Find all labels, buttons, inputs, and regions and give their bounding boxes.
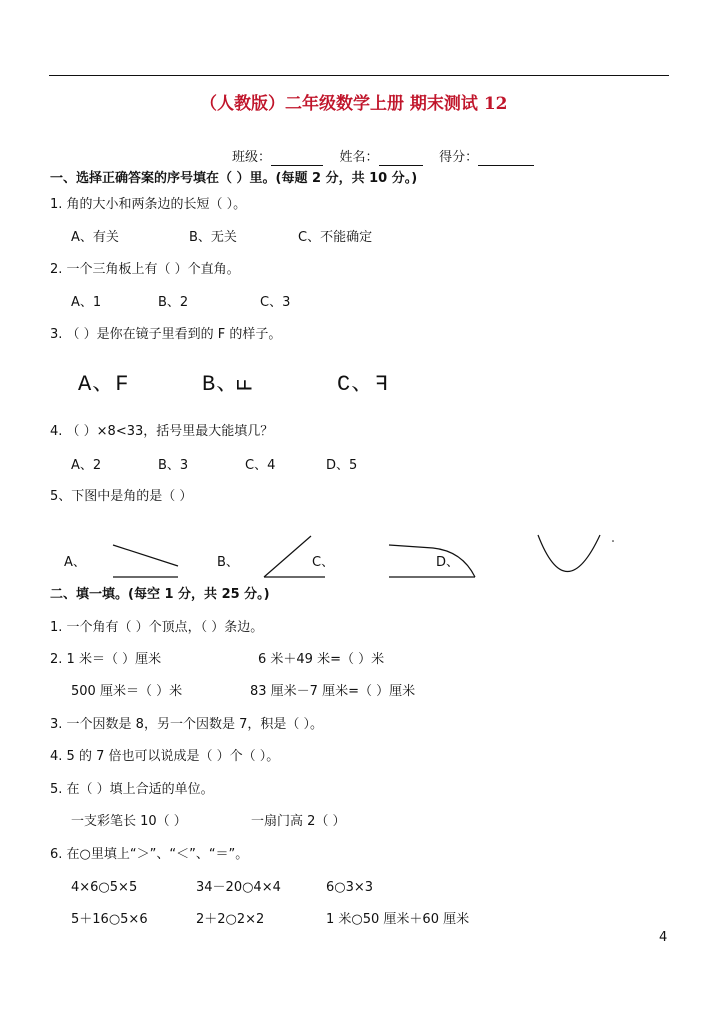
s2-question-1: 1. 一个角有（ ）个顶点，（ ）条边。 [50,620,264,635]
name-label: 姓名： [339,150,379,165]
s2-q6-item-2: 34－20○4×4 [196,880,281,895]
s2-question-2a: 2. 1 米＝（ ）厘米 [50,652,162,667]
figure-a-line-1 [113,545,178,566]
s2-question-5: 5. 在（ ）填上合适的单位。 [50,782,214,797]
name-blank[interactable] [379,151,423,166]
s2-q6-item-6: 1 米○50 厘米＋60 厘米 [326,912,470,927]
s1-q3-option-b-glyph: F [233,377,259,392]
figure-d-dot [612,540,614,542]
s1-q3-option-b-prefix: B、 [202,372,240,397]
figure-c [389,545,475,577]
s1-q2-option-c: C、3 [260,295,291,310]
figure-d [538,535,614,572]
s2-question-4: 4. 5 的 7 倍也可以说成是（ ）个（ ）。 [50,749,280,764]
s2-question-5a: 一支彩笔长 10（ ） [71,814,187,829]
s1-question-5: 5、下图中是角的是（ ） [50,489,193,504]
s1-q5-label-c: C、 [312,555,335,570]
figure-a [113,545,178,577]
score-blank[interactable] [478,151,534,166]
top-rule [49,75,669,76]
score-label: 得分： [439,150,479,165]
s1-q2-option-a: A、1 [71,295,102,310]
s1-q3-option-c-prefix: C、 [337,372,375,397]
s1-question-1: 1. 角的大小和两条边的长短（ ）。 [50,197,247,212]
s1-q3-option-a: A、F [78,372,130,397]
page-title: （人教版）二年级数学上册 期末测试 12 [200,94,508,114]
section1-heading: 一、选择正确答案的序号填在（ ）里。(每题 2 分，共 10 分。) [50,171,418,186]
s1-q4-option-b: B、3 [158,458,189,473]
s1-q5-figures [0,528,717,588]
s2-question-3: 3. 一个因数是 8，另一个因数是 7，积是（ ）。 [50,717,323,732]
s2-question-6: 6. 在○里填上“＞”、“＜”、“＝”。 [50,847,249,862]
s2-question-2d: 83 厘米－7 厘米=（ ）厘米 [250,684,416,699]
s1-q1-option-c: C、不能确定 [298,230,373,245]
s1-question-4: 4. （ ）×8<33，括号里最大能填几？ [50,424,274,439]
s1-q4-option-c: C、4 [245,458,276,473]
s2-question-2c: 500 厘米＝（ ）米 [71,684,183,699]
s1-q3-option-c-glyph: F [374,372,389,397]
s1-q1-option-a: A、有关 [71,230,119,245]
figure-b-line-1 [264,536,311,577]
figure-c-curve [389,545,475,577]
s2-question-2b: 6 米＋49 米=（ ）米 [258,652,385,667]
s2-q6-item-4: 5＋16○5×6 [71,912,148,927]
s1-q2-option-b: B、2 [158,295,189,310]
s1-q5-label-a: A、 [64,555,86,570]
s2-q6-item-1: 4×6○5×5 [71,880,138,895]
s1-q4-option-d: D、5 [326,458,358,473]
page-number: 4 [659,930,668,945]
class-blank[interactable] [271,151,323,166]
s2-q6-item-3: 6○3×3 [326,880,374,895]
s2-q6-item-5: 2＋2○2×2 [196,912,265,927]
info-line [232,150,534,166]
s2-question-5b: 一扇门高 2（ ） [251,814,346,829]
s1-question-2: 2. 一个三角板上有（ ）个直角。 [50,262,240,277]
s1-q3-option-c [337,366,388,397]
s1-q3-option-b [202,366,259,397]
figure-b [264,536,325,577]
s1-q1-option-b: B、无关 [189,230,237,245]
s1-q5-label-d: D、 [436,555,460,570]
class-label: 班级： [232,150,272,165]
s1-question-3: 3. （ ）是你在镜子里看到的 F 的样子。 [50,327,282,342]
section2-heading: 二、填一填。(每空 1 分，共 25 分。) [50,587,270,602]
figure-d-curve [538,535,600,572]
s1-q5-label-b: B、 [217,555,239,570]
s1-q4-option-a: A、2 [71,458,102,473]
